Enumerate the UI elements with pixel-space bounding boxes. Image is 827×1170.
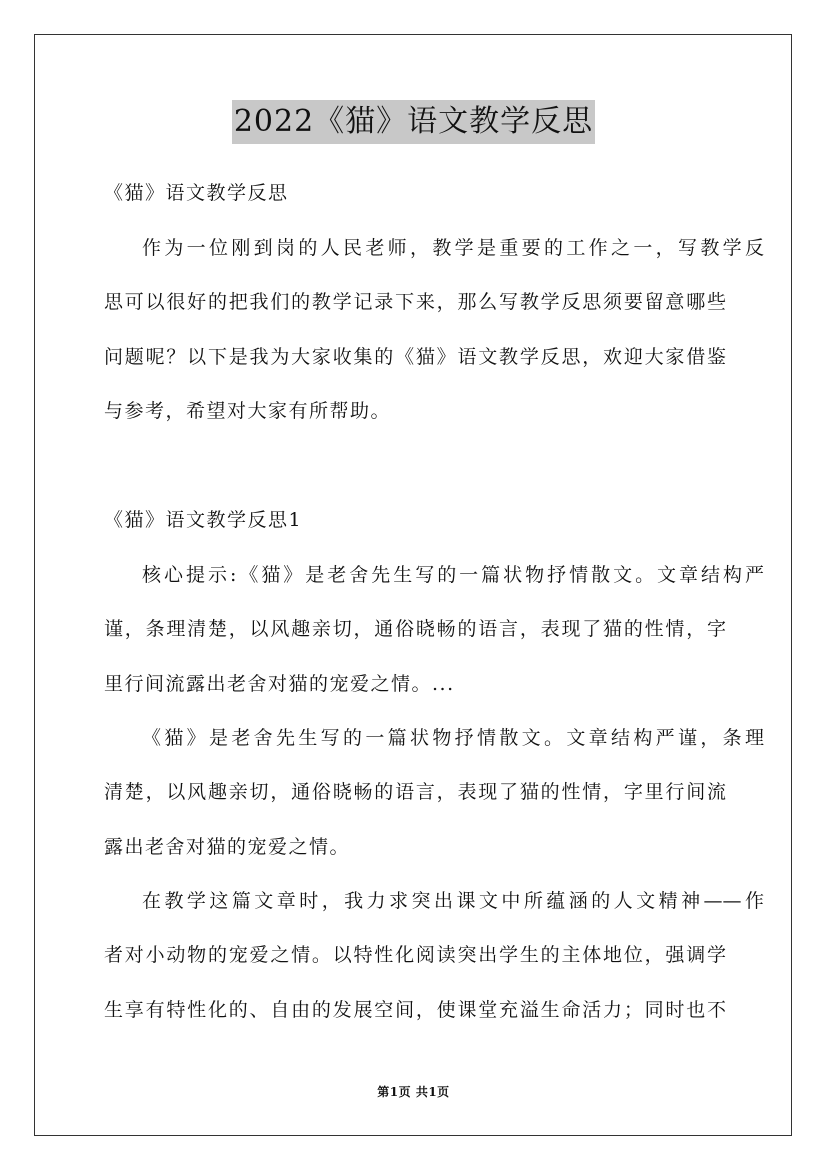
text-line: 核心提示:《猫》是老舍先生写的一篇状物抒情散文。文章结构严 bbox=[142, 564, 764, 586]
text-line: 与参考，希望对大家有所帮助。 bbox=[104, 400, 392, 422]
text-line: 《猫》是老舍先生写的一篇状物抒情散文。文章结构严谨，条理 bbox=[142, 727, 764, 749]
document-title-text: 2022《猫》语文教学反思 bbox=[232, 100, 595, 144]
text-line: 里行间流露出老舍对猫的宠爱之情。... bbox=[104, 673, 455, 695]
text-line: 者对小动物的宠爱之情。以特性化阅读突出学生的主体地位，强调学 bbox=[104, 944, 726, 966]
text-line: 问题呢？以下是我为大家收集的《猫》语文教学反思，欢迎大家借鉴 bbox=[104, 346, 726, 368]
document-title bbox=[0, 100, 827, 144]
text-line: 在教学这篇文章时，我力求突出课文中所蕴涵的人文精神——作 bbox=[142, 890, 764, 912]
text-line: 生享有特性化的、自由的发展空间，使课堂充溢生命活力；同时也不 bbox=[104, 999, 726, 1021]
page-footer: 第1页 共1页 bbox=[377, 1085, 450, 1099]
text-line: 谨，条理清楚，以风趣亲切，通俗晓畅的语言，表现了猫的性情，字 bbox=[104, 618, 726, 640]
text-line: 清楚，以风趣亲切，通俗晓畅的语言，表现了猫的性情，字里行间流 bbox=[104, 781, 726, 803]
text-line: 思可以很好的把我们的教学记录下来，那么写教学反思须要留意哪些 bbox=[104, 291, 726, 313]
text-line: 《猫》语文教学反思1 bbox=[104, 509, 303, 531]
text-line: 《猫》语文教学反思 bbox=[104, 182, 289, 204]
text-line: 作为一位刚到岗的人民老师，教学是重要的工作之一，写教学反 bbox=[142, 237, 764, 259]
text-line: 露出老舍对猫的宠爱之情。 bbox=[104, 836, 351, 858]
